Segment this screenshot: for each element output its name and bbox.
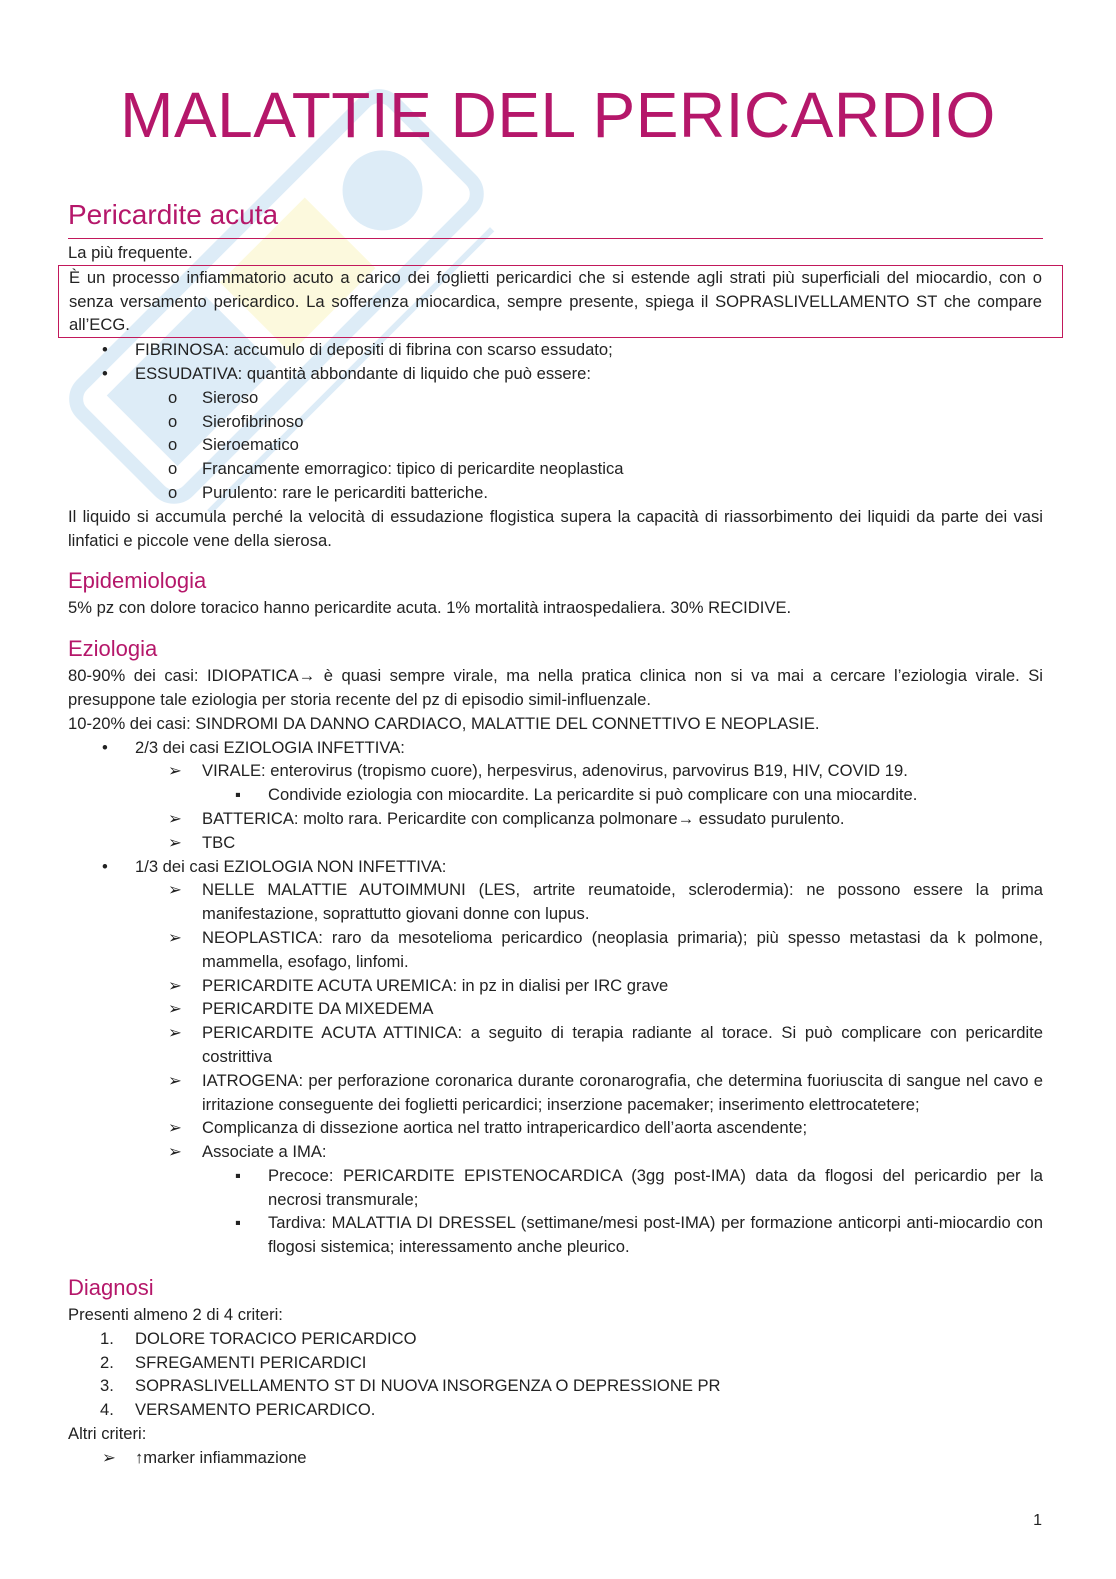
circle-bullet-icon: o (168, 411, 178, 431)
highlighted-definition-box: È un processo infiammatorio acuto a carico dei foglietti pericardici che si estende agli strati più superficiali del miocardio, con o senza versamento pericardico. La sofferenza miocardica, sempre presente, spiega il SOPRASLIVELLAMENTO ST che compare all’ECG. (58, 265, 1063, 338)
list-item: ➢ NEOPLASTICA: raro da mesotelioma pericardico (neoplasia primaria); più spesso metastasi da k polmone, mammella, esofago, linfomi. (168, 927, 1043, 971)
other-criteria-list (68, 1446, 1043, 1470)
list-item: 2. SFREGAMENTI PERICARDICI (68, 1351, 1043, 1375)
list-item: ➢ IATROGENA: per perforazione coronarica durante coronarografia, che determina fuoriuscita di sangue nel cavo e irritazione conseguente dei foglietti pericardici; inserzione pacemaker; inserimento elettrocatetere; (168, 1070, 1043, 1114)
list-item: ➢ ↑marker infiammazione (68, 1446, 1043, 1470)
list-item: o Francamente emorragico: tipico di pericardite neoplastica (68, 457, 1043, 481)
circle-bullet-icon: o (168, 482, 178, 502)
list-item: o Purulento: rare le pericarditi batteriche. (68, 481, 1043, 505)
square-bullet-icon: ▪ (235, 785, 241, 805)
list-number: 4. (100, 1400, 114, 1420)
list-item: ➢ VIRALE: enterovirus (tropismo cuore), herpesvirus, adenovirus, parvovirus B19, HIV, COVID 19. (68, 759, 1043, 783)
criteria-list (68, 1327, 1043, 1422)
list-item: o Sierofibrinoso (68, 410, 1043, 434)
type-list (68, 338, 1043, 505)
page-number: 1 (1033, 1512, 1042, 1529)
paragraph: 5% pz con dolore toracico hanno pericardite acuta. 1% mortalità intraospedaliera. 30% RECIDIVE. (68, 598, 792, 618)
bullet-icon: • (102, 737, 108, 757)
paragraph: 10-20% dei casi: SINDROMI DA DANNO CARDIACO, MALATTIE DEL CONNETTIVO E NEOPLASIE. (68, 713, 820, 733)
arrow-bullet-icon: ➢ (168, 808, 182, 828)
etiology-list (68, 736, 1043, 1260)
arrow-bullet-icon: ➢ (168, 761, 182, 781)
list-number: 2. (100, 1352, 114, 1372)
arrow-bullet-icon: ➢ (168, 880, 182, 900)
section-heading-diagnosi: Diagnosi (68, 1275, 154, 1301)
section-heading-pericardite-acuta: Pericardite acuta (68, 196, 1043, 239)
paragraph: Altri criteri: (68, 1424, 147, 1444)
list-item: ➢ PERICARDITE ACUTA ATTINICA: a seguito di terapia radiante al torace. Si può complicare con pericardite costrittiva (168, 1023, 1043, 1066)
arrow-bullet-icon: ➢ (168, 1118, 182, 1138)
intro-text: La più frequente. (68, 243, 193, 262)
arrow-bullet-icon: ➢ (168, 1070, 182, 1090)
arrow-bullet-icon: ➢ (168, 1023, 182, 1043)
list-item: 3. SOPRASLIVELLAMENTO ST DI NUOVA INSORGENZA O DEPRESSIONE PR (68, 1374, 1043, 1398)
list-item: o Sieroematico (68, 433, 1043, 457)
list-item: 1. DOLORE TORACICO PERICARDICO (68, 1327, 1043, 1351)
list-item: ➢ Associate a IMA: (68, 1140, 1043, 1164)
section-heading-epidemiologia: Epidemiologia (68, 568, 207, 594)
square-bullet-icon: ▪ (235, 1165, 241, 1185)
list-item: ➢ TBC (68, 831, 1043, 855)
list-item: ➢ Complicanza di dissezione aortica nel tratto intrapericardico dell’aorta ascendente; (68, 1116, 1043, 1140)
bullet-icon: • (102, 856, 108, 876)
arrow-bullet-icon: ➢ (168, 927, 182, 947)
list-item: ▪ Tardiva: MALATTIA DI DRESSEL (settimane/mesi post-IMA) per formazione anticorpi anti-miocardio con flogosi sistemica; interessamento anche pleurico. (235, 1213, 1043, 1257)
list-item: • FIBRINOSA: accumulo di depositi di fibrina con scarso essudato; (68, 338, 1043, 362)
paragraph: 80-90% dei casi: IDIOPATICA→ è quasi sempre virale, ma nella pratica clinica non si va mai a cercare l’eziologia virale. Si presuppone tale eziologia per storia recente del pz di episodio simil-influenzale. (68, 666, 1043, 709)
list-item: ➢ PERICARDITE ACUTA UREMICA: in pz in dialisi per IRC grave (68, 974, 1043, 998)
list-item: ➢ NELLE MALATTIE AUTOIMMUNI (LES, artrite reumatoide, sclerodermia): ne possono essere la prima manifestazione, soprattutto giovani donne con lupus. (168, 880, 1043, 924)
arrow-bullet-icon: ➢ (168, 999, 182, 1019)
list-item: • ESSUDATIVA: quantità abbondante di liquido che può essere: (68, 362, 1043, 386)
circle-bullet-icon: o (168, 387, 178, 407)
arrow-bullet-icon: ➢ (168, 1142, 182, 1162)
page-title: MALATTIE DEL PERICARDIO (120, 79, 996, 151)
circle-bullet-icon: o (168, 435, 178, 455)
paragraph: Presenti almeno 2 di 4 criteri: (68, 1305, 283, 1325)
list-item: ▪ Condivide eziologia con miocardite. La pericardite si può complicare con una miocardite. (68, 783, 1043, 807)
list-item: ➢ PERICARDITE DA MIXEDEMA (68, 997, 1043, 1021)
paragraph: Il liquido si accumula perché la velocità di essudazione flogistica supera la capacità di riassorbimento dei liquidi da parte dei vasi linfatici e piccole vene della sierosa. (68, 506, 1043, 550)
bullet-icon: • (102, 363, 108, 383)
list-item: ➢ BATTERICA: molto rara. Pericardite con complicanza polmonare→ essudato purulento. (68, 807, 1043, 831)
list-number: 3. (100, 1376, 114, 1396)
arrow-bullet-icon: ➢ (102, 1447, 116, 1467)
list-item: o Sieroso (68, 386, 1043, 410)
document-body (68, 196, 1043, 1470)
square-bullet-icon: ▪ (235, 1213, 241, 1233)
arrow-bullet-icon: ➢ (168, 975, 182, 995)
list-item: • 2/3 dei casi EZIOLOGIA INFETTIVA: (68, 736, 1043, 760)
section-heading-eziologia: Eziologia (68, 636, 158, 662)
list-item: • 1/3 dei casi EZIOLOGIA NON INFETTIVA: (68, 855, 1043, 879)
list-number: 1. (100, 1328, 114, 1348)
circle-bullet-icon: o (168, 459, 178, 479)
bullet-icon: • (102, 340, 108, 360)
list-item: ▪ Precoce: PERICARDITE EPISTENOCARDICA (3gg post-IMA) data da flogosi del pericardio per la necrosi transmurale; (235, 1165, 1043, 1209)
list-item: 4. VERSAMENTO PERICARDICO. (68, 1398, 1043, 1422)
arrow-bullet-icon: ➢ (168, 832, 182, 852)
